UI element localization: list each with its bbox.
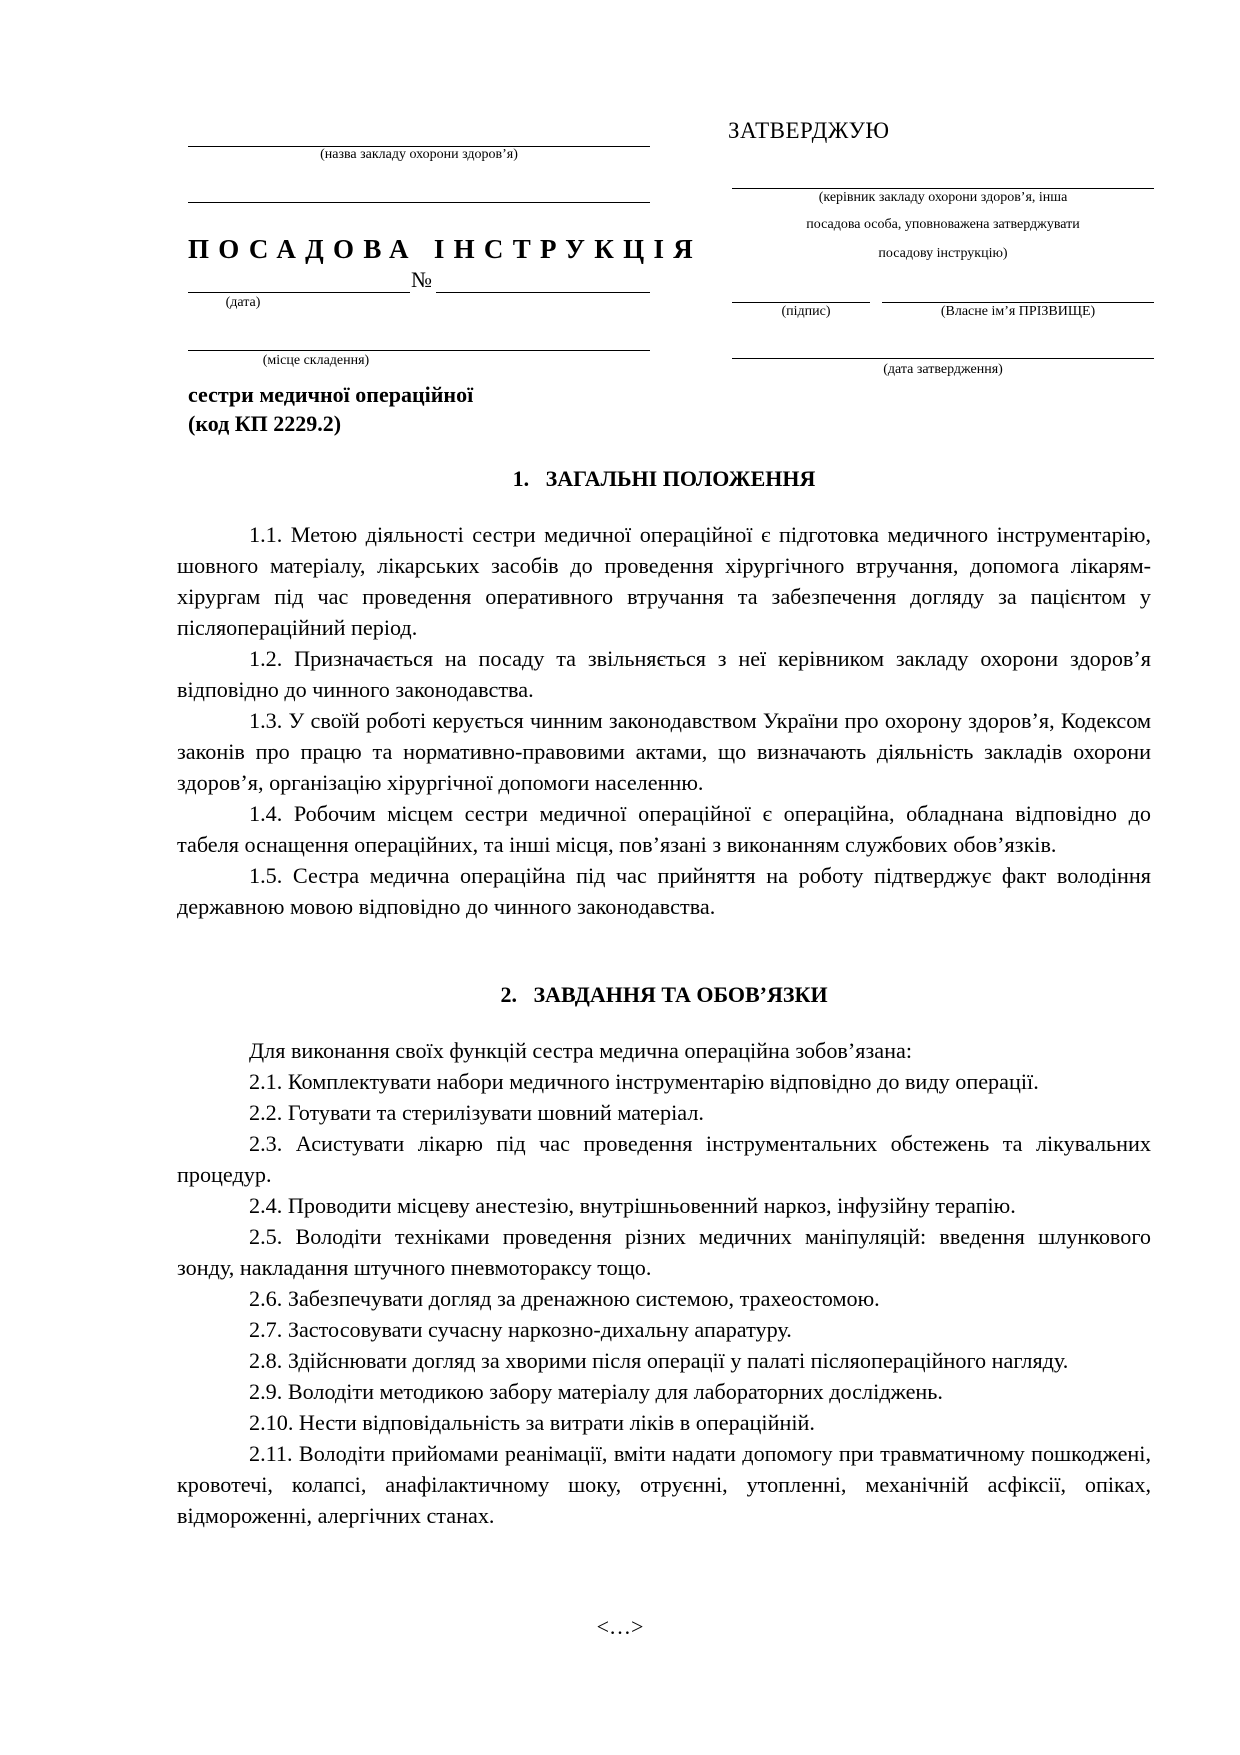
approval-date-caption: (дата затвердження) <box>883 362 1003 377</box>
paragraph-1-1: 1.1. Метою діяльності сестри медичної операційної є підготовка медичного інструментарію, шовного матеріалу, лікарських засобів до проведення хірургічного втручання, допомога лікарям-хірургам під час проведення оперативного втручання та забезпечення догляду за пацієнтом у післяопераційний період. <box>177 522 1151 640</box>
item-2-5: 2.5. Володіти техніками проведення різних медичних маніпуляцій: введення шлункового зонду, накладання штучного пневмотораксу тощо. <box>177 1224 1151 1280</box>
head-official-caption-2: посадова особа, уповноважена затверджувати <box>806 217 1080 232</box>
item-2-11: 2.11. Володіти прийомами реанімації, вміти надати допомогу при травматичному пошкоджені, кровотечі, колапсі, анафілактичному шоку, отруєнні, утопленні, механічній асфіксії, опіках, відмороженні, алергічних станах. <box>177 1441 1151 1528</box>
place-line <box>188 350 650 351</box>
section-1-body <box>177 519 1151 922</box>
position-name: сестри медичної операційної <box>188 382 474 407</box>
name-caption: (Власне ім’я ПРІЗВИЩЕ) <box>940 304 1096 319</box>
approval-title: ЗАТВЕРДЖУЮ <box>728 118 890 143</box>
item-2-2: 2.2. Готувати та стерилізувати шовний матеріал. <box>249 1100 704 1125</box>
item-2-4: 2.4. Проводити місцеву анестезію, внутрішньовенний наркоз, інфузійну терапію. <box>249 1193 1016 1218</box>
position-code: (код КП 2229.2) <box>188 411 342 436</box>
head-official-line <box>732 188 1154 189</box>
item-2-10: 2.10. Нести відповідальність за витрати ліків в операційній. <box>249 1410 815 1435</box>
item-2-1: 2.1. Комплектувати набори медичного інструментарію відповідно до виду операції. <box>249 1069 1039 1094</box>
signature-caption: (підпис) <box>781 304 831 319</box>
section-1-heading: 1. ЗАГАЛЬНІ ПОЛОЖЕННЯ <box>512 466 816 491</box>
section-2-intro: Для виконання своїх функцій сестра медична операційна зобов’язана: <box>249 1038 913 1063</box>
name-line <box>882 302 1154 303</box>
item-2-9: 2.9. Володіти методикою забору матеріалу для лабораторних досліджень. <box>249 1379 943 1404</box>
signature-line <box>732 302 870 303</box>
item-2-8: 2.8. Здійснювати догляд за хворими після операції у палаті післяопераційного нагляду. <box>249 1348 1069 1373</box>
item-2-7: 2.7. Застосовувати сучасну наркозно-дихальну апаратуру. <box>249 1317 792 1342</box>
section-2-heading: 2. ЗАВДАННЯ ТА ОБОВ’ЯЗКИ <box>500 982 828 1007</box>
date-caption: (дата) <box>225 295 261 310</box>
paragraph-1-5: 1.5. Сестра медична операційна під час прийняття на роботу підтверджує факт володіння державною мовою відповідно до чинного законодавства. <box>177 863 1151 919</box>
item-2-3: 2.3. Асистувати лікарю під час проведення інструментальних обстежень та лікувальних процедур. <box>177 1131 1151 1187</box>
head-official-caption-3: посадову інструкцію) <box>878 246 1008 261</box>
number-sign: № <box>411 267 432 292</box>
institution-name-line-2 <box>188 202 650 203</box>
paragraph-1-4: 1.4. Робочим місцем сестри медичної операційної є операційна, обладнана відповідно до табеля оснащення операційних, та інші місця, пов’язані з виконанням службових обов’язків. <box>177 801 1151 857</box>
paragraph-1-2: 1.2. Призначається на посаду та звільняється з неї керівником закладу охорони здоров’я відповідно до чинного законодавства. <box>177 646 1151 702</box>
institution-caption: (назва закладу охорони здоров’я) <box>320 147 518 162</box>
place-caption: (місце складення) <box>262 353 370 368</box>
paragraph-1-3: 1.3. У своїй роботі керується чинним законодавством України про охорону здоров’я, Кодексом законів про працю та нормативно-правовими актами, що визначають діяльність закладів охорони здоров’я, організацію хірургічної допомоги населенню. <box>177 708 1151 795</box>
omitted-content-marker: <…> <box>596 1614 644 1639</box>
item-2-6: 2.6. Забезпечувати догляд за дренажною системою, трахеостомою. <box>249 1286 880 1311</box>
section-2-body <box>177 1035 1151 1531</box>
head-official-caption-1: (керівник закладу охорони здоров’я, інша <box>818 190 1068 205</box>
date-line <box>188 292 410 293</box>
document-title: ПОСАДОВА ІНСТРУКЦІЯ <box>188 234 703 264</box>
number-line <box>436 292 650 293</box>
approval-date-line <box>732 358 1154 359</box>
